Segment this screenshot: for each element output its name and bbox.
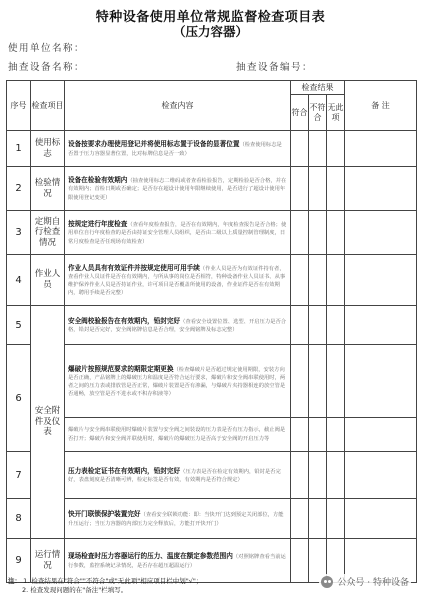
check-item-detail: （检查使用标志是否置于压力容器显著位置，比对标牌信息是否一致）	[68, 142, 282, 157]
result-conform-cell[interactable]	[291, 211, 309, 255]
check-item-title: 按规定进行年度检查	[68, 220, 128, 229]
page-subtitle: （压力容器）	[172, 24, 248, 39]
table-row	[7, 255, 417, 306]
row-content	[65, 345, 291, 418]
row-content	[65, 418, 291, 452]
result-nonconform-cell[interactable]	[309, 499, 327, 539]
result-na-cell[interactable]	[327, 167, 345, 211]
check-item-detail: （作业人员是否为有效证件持有者，查看作业人员证件是否在有效期内，与所从事的岗位是否相符，特种设备作业人员证书、从事维护保养作业人员是否持证作业，许可项目是否覆盖所使用的设备，作业证件是否在有效期内，聘用手续是否完整）	[68, 265, 286, 297]
remark-cell[interactable]	[345, 211, 417, 255]
table-row	[7, 452, 417, 499]
result-conform-cell[interactable]	[291, 131, 309, 167]
result-nonconform-cell[interactable]	[309, 211, 327, 255]
row-seq: 5	[7, 306, 31, 345]
result-nonconform-cell[interactable]	[309, 306, 327, 345]
col-conform-header: 符合	[291, 95, 309, 131]
page-title: 特种设备使用单位常规监督检查项目表	[95, 10, 326, 25]
col-seq-header: 序号	[7, 81, 31, 131]
col-result-header: 检查结果	[291, 81, 345, 95]
check-item-detail: （查看安全设置位置、选型、开启压力是否合格，铅封是否完好，安全阀铭牌信息是否合理，安全阀铭牌及标志完整）	[68, 318, 287, 333]
check-item-title: 作业人员具有有效证件并按规定使用可用手续	[68, 263, 200, 272]
table-row	[7, 418, 417, 452]
remark-cell[interactable]	[345, 167, 417, 211]
result-na-cell[interactable]	[327, 255, 345, 306]
footnote-line-2: 2. 检查发现问题的在"备注"栏填写。	[22, 586, 128, 595]
row-project: 安全附件及仪表	[31, 306, 65, 539]
row-content	[65, 452, 291, 499]
result-na-cell[interactable]	[327, 211, 345, 255]
result-nonconform-cell[interactable]	[309, 167, 327, 211]
inspection-table	[6, 80, 417, 583]
wechat-icon	[321, 576, 333, 588]
row-seq: 7	[7, 452, 31, 499]
check-item-detail: （抽查使用标志二维码或者查看检验报告，定期检验是否合格，并在有效期内；首检日期或否确定；是否存在超设计使用年限继续使用，是否进行了超设计使用年限使用登记变更）	[68, 178, 287, 201]
check-item-detail: 爆破片与安全阀串联使用时爆破片装置与安全阀之间装设的压力表是否有压力指示，截止阀是否打开；爆破片和安全阀并联使用时，爆破片的爆破压力是否高于安全阀的开启压力等	[68, 427, 286, 442]
row-content	[65, 211, 291, 255]
unit-name-field: 使用单位名称：	[8, 43, 86, 54]
col-nonconform-header: 不符合	[309, 95, 327, 131]
row-content	[65, 499, 291, 539]
row-seq: 1	[7, 131, 31, 167]
remark-cell[interactable]	[345, 499, 417, 539]
result-na-cell[interactable]	[327, 131, 345, 167]
row-project: 使用标志	[31, 131, 65, 167]
result-conform-cell[interactable]	[291, 539, 309, 583]
check-item-title: 现场检查时压力容器运行的压力、温度在额定参数范围内	[68, 552, 233, 561]
result-nonconform-cell[interactable]	[309, 255, 327, 306]
table-row	[7, 306, 417, 345]
col-project-header: 检查项目	[31, 81, 65, 131]
row-seq: 4	[7, 255, 31, 306]
footnote	[8, 577, 202, 595]
row-seq: 3	[7, 211, 31, 255]
check-item-detail: （查看安全联锁功能：即：当快开门达到预定关闭部位，方能升压运行；当压力容器的内部压力完全释放后，方能打开快开门）	[68, 512, 284, 527]
row-content	[65, 167, 291, 211]
result-na-cell[interactable]	[327, 452, 345, 499]
col-content-header: 检查内容	[65, 81, 291, 131]
equipment-number-field: 抽查设备编号：	[236, 62, 314, 73]
row-content	[65, 539, 291, 583]
remark-cell[interactable]	[345, 452, 417, 499]
remark-cell[interactable]	[345, 131, 417, 167]
result-conform-cell[interactable]	[291, 452, 309, 499]
result-conform-cell[interactable]	[291, 499, 309, 539]
check-item-title: 爆破片按照规范要求的期限定期更换	[68, 364, 174, 373]
check-item-title: 设备在检验有效期内	[68, 176, 128, 185]
check-item-detail: （检查爆破片是否超过规定使用期限，安装方向是否正确，产品铭牌上的爆破压力和温度是否符合运行要求，爆破片和安全阀串联使用时，两者之间的压力表或排放管是否正常，爆破片装置是否有渗漏，与爆破片夹持器相连的放空管是否通畅，放空管是否不进水或不积存积液等）	[68, 366, 286, 398]
result-na-cell[interactable]	[327, 306, 345, 345]
check-item-title: 快开门联锁保护装置完好	[68, 510, 141, 519]
row-seq: 6	[7, 345, 31, 452]
table-row	[7, 345, 417, 418]
row-project: 定期自行检查情况	[31, 211, 65, 255]
check-item-detail: （压力表是否在检定有效期内，铅封是否完好，表盘刻度是否清晰可辨，检定标签是否有效，有效期内是否符合规定）	[68, 468, 281, 483]
row-content	[65, 306, 291, 345]
check-item-title: 安全阀校验报告在有效期内，铅封完好	[68, 316, 181, 325]
check-item-detail: （查看年度检查报告，是否在有效期内，年度检查报告是否合格；使用单位自行年度检查的是否由持证安全管理人员组织，是否由二级以上质量控制管理制度，日常月度检查是否任现场有效检查）	[68, 222, 287, 245]
row-seq: 2	[7, 167, 31, 211]
result-nonconform-cell[interactable]	[309, 345, 327, 418]
remark-cell[interactable]	[345, 418, 417, 452]
remark-cell[interactable]	[345, 345, 417, 418]
remark-cell[interactable]	[345, 306, 417, 345]
table-row	[7, 131, 417, 167]
watermark	[319, 574, 411, 589]
result-conform-cell[interactable]	[291, 255, 309, 306]
result-conform-cell[interactable]	[291, 418, 309, 452]
watermark-text: 公众号 · 特种设备	[337, 578, 409, 588]
result-nonconform-cell[interactable]	[309, 452, 327, 499]
check-item-detail: （对照铭牌查看当前运行参数，监控系统记录情况，是否存在超压超温运行）	[68, 554, 286, 569]
equipment-name-field: 抽查设备名称：	[8, 62, 86, 73]
row-content	[65, 255, 291, 306]
col-remark-header: 备 注	[345, 81, 417, 131]
result-na-cell[interactable]	[327, 499, 345, 539]
result-nonconform-cell[interactable]	[309, 131, 327, 167]
result-na-cell[interactable]	[327, 345, 345, 418]
table-row	[7, 211, 417, 255]
result-nonconform-cell[interactable]	[309, 418, 327, 452]
result-conform-cell[interactable]	[291, 306, 309, 345]
footnote-label: 注：	[8, 577, 21, 585]
col-na-header: 无此项	[327, 95, 345, 131]
table-row	[7, 499, 417, 539]
result-conform-cell[interactable]	[291, 167, 309, 211]
check-item-title: 设备按要求办理使用登记并将使用标志置于设备的显著位置	[68, 140, 240, 149]
row-seq: 9	[7, 539, 31, 583]
check-item-title: 压力表检定证书在有效期内，铅封完好	[68, 466, 181, 475]
footnote-line-1: 1. 检查结果在"符合""不符合"或"无此项"相应项目栏中划"√"；	[23, 577, 203, 585]
result-na-cell[interactable]	[327, 418, 345, 452]
row-content	[65, 131, 291, 167]
row-seq: 8	[7, 499, 31, 539]
result-conform-cell[interactable]	[291, 345, 309, 418]
row-project: 作业人员	[31, 255, 65, 306]
row-project: 检验情况	[31, 167, 65, 211]
table-row	[7, 167, 417, 211]
inspection-rows	[7, 131, 417, 583]
row-project: 运行情况	[31, 539, 65, 583]
remark-cell[interactable]	[345, 255, 417, 306]
